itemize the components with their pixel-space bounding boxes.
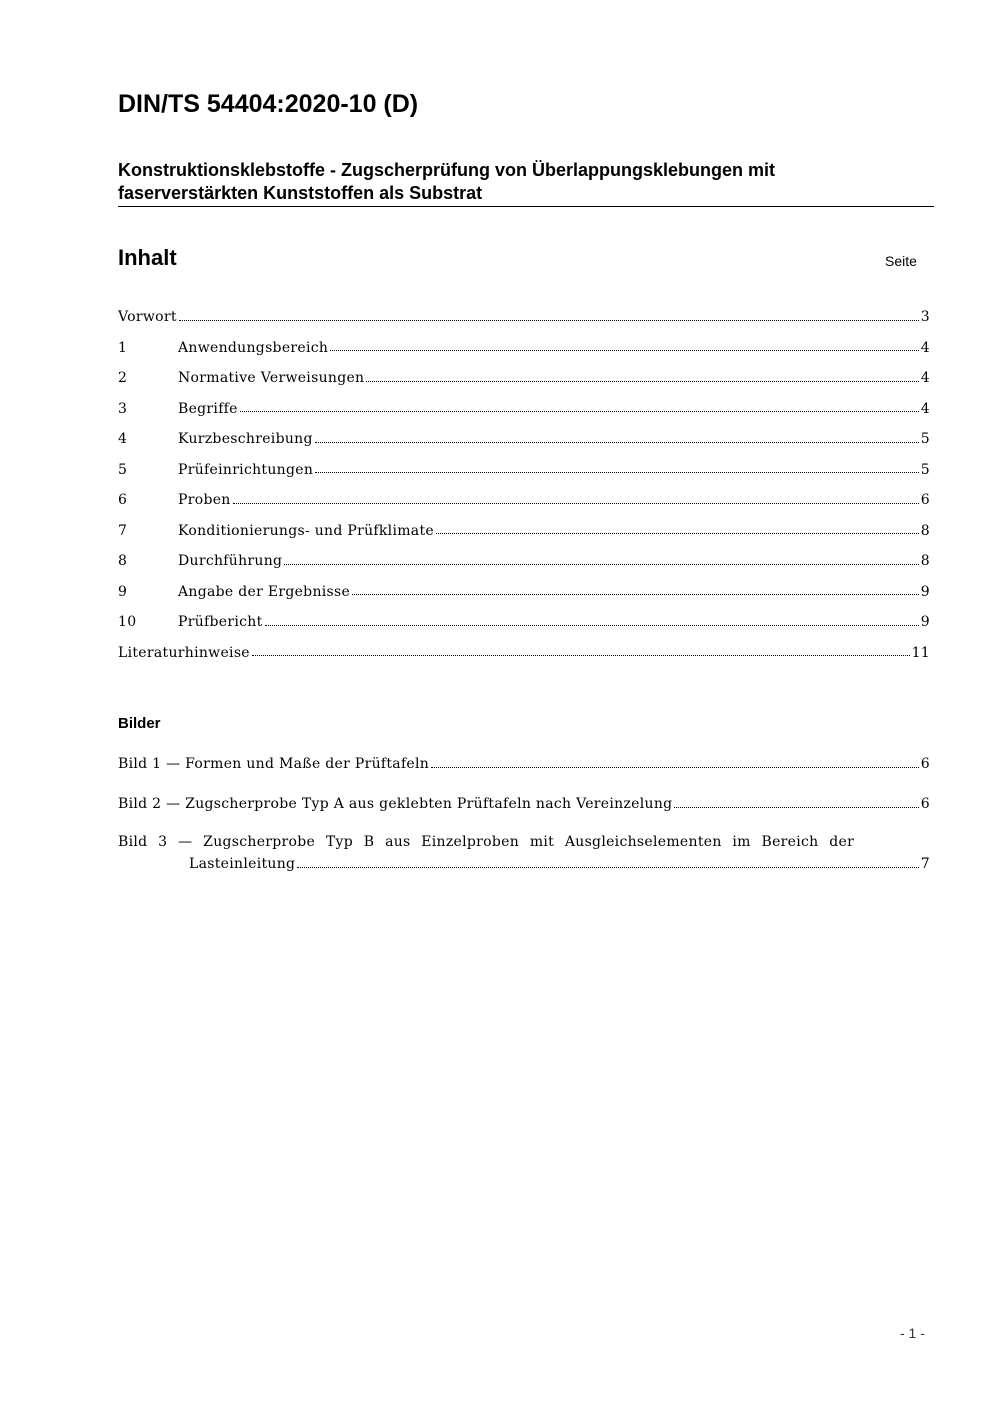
toc-entry-page: 5: [920, 461, 930, 478]
dot-leader: [315, 472, 919, 473]
dot-leader: [233, 503, 919, 504]
toc-entry-number: 3: [118, 400, 128, 417]
toc-entry-5[interactable]: [118, 455, 930, 486]
toc-entry-page: 8: [920, 522, 930, 539]
toc-heading: Inhalt: [118, 245, 177, 270]
page-column-label: Seite: [885, 253, 917, 269]
dot-leader: [330, 350, 919, 351]
toc-entry-7[interactable]: [118, 516, 930, 547]
toc-entry-number: 6: [118, 492, 128, 509]
figure-entry-3[interactable]: [118, 834, 930, 874]
dot-leader: [252, 655, 910, 656]
toc-entry-10[interactable]: [118, 607, 930, 638]
toc-entry-title: Konditionierungs- und Prüfklimate: [178, 522, 434, 539]
toc-entry-page: 11: [911, 644, 930, 661]
toc-entry-page: 9: [920, 583, 930, 600]
toc-entry-page: 9: [920, 614, 930, 631]
toc-entry-title: Angabe der Ergebnisse: [178, 583, 351, 600]
figure-entry-2[interactable]: [118, 794, 930, 814]
figure-entry-page: 7: [920, 856, 930, 872]
dot-leader: [431, 767, 919, 768]
toc-list: [118, 302, 930, 668]
figures-list: [118, 754, 930, 874]
dot-leader: [352, 594, 919, 595]
figures-heading: Bilder: [118, 715, 161, 732]
figure-entry-1[interactable]: [118, 754, 930, 774]
dot-leader: [297, 867, 918, 868]
toc-entry-page: 5: [920, 431, 930, 448]
title-divider: [118, 206, 934, 207]
toc-entry-title: Prüfbericht: [178, 614, 263, 631]
figure-entry-title-line1: Bild 3 — Zugscherprobe Typ B aus Einzelproben mit Ausgleichselementen im Bereich der: [118, 834, 855, 850]
toc-entry-title: Begriffe: [178, 400, 238, 417]
toc-entry-title: Durchführung: [178, 553, 283, 570]
dot-leader: [436, 533, 919, 534]
toc-entry-number: 5: [118, 461, 128, 478]
toc-entry-6[interactable]: [118, 485, 930, 516]
toc-entry-9[interactable]: [118, 577, 930, 608]
toc-entry-page: 4: [920, 400, 930, 417]
toc-entry-page: 3: [920, 309, 930, 326]
toc-entry-title: Vorwort: [118, 309, 177, 326]
toc-entry-page: 4: [920, 370, 930, 387]
toc-entry-2[interactable]: [118, 363, 930, 394]
toc-entry-number: 10: [118, 614, 137, 631]
toc-entry-title: Proben: [178, 492, 231, 509]
toc-entry-title: Literaturhinweise: [118, 644, 250, 661]
toc-entry-number: 7: [118, 522, 128, 539]
page-number: - 1 -: [900, 1325, 925, 1341]
dot-leader: [315, 442, 919, 443]
toc-entry-number: 4: [118, 431, 128, 448]
toc-entry-page: 8: [920, 553, 930, 570]
toc-entry-literaturhinweise[interactable]: [118, 638, 930, 669]
figure-entry-page: 6: [920, 796, 930, 812]
toc-entry-number: 2: [118, 370, 128, 387]
toc-entry-title: Normative Verweisungen: [178, 370, 365, 387]
figure-entry-title: Bild 1 — Formen und Maße der Prüftafeln: [118, 756, 430, 772]
toc-entry-4[interactable]: [118, 424, 930, 455]
toc-entry-vorwort[interactable]: [118, 302, 930, 333]
dot-leader: [366, 381, 918, 382]
figure-entry-title: Bild 2 — Zugscherprobe Typ A aus geklebten Prüftafeln nach Vereinzelung: [118, 796, 673, 812]
toc-entry-number: 1: [118, 339, 128, 356]
toc-entry-number: 8: [118, 553, 128, 570]
toc-entry-title: Kurzbeschreibung: [178, 431, 313, 448]
toc-entry-page: 6: [920, 492, 930, 509]
dot-leader: [240, 411, 919, 412]
toc-entry-3[interactable]: [118, 394, 930, 425]
dot-leader: [179, 320, 919, 321]
document-id: DIN/TS 54404:2020-10 (D): [118, 90, 419, 118]
dot-leader: [674, 807, 918, 808]
toc-entry-title: Anwendungsbereich: [178, 339, 329, 356]
dot-leader: [265, 625, 919, 626]
toc-entry-number: 9: [118, 583, 128, 600]
document-title: Konstruktionsklebstoffe - Zugscherprüfung von Überlappungsklebungen mit faserverstärkten Kunststoffen als Substrat: [118, 160, 776, 203]
figure-entry-page: 6: [920, 756, 930, 772]
figure-entry-title-line2: Lasteinleitung: [189, 856, 296, 872]
toc-entry-title: Prüfeinrichtungen: [178, 461, 314, 478]
dot-leader: [284, 564, 918, 565]
toc-entry-page: 4: [920, 339, 930, 356]
toc-entry-8[interactable]: [118, 546, 930, 577]
toc-entry-1[interactable]: [118, 333, 930, 364]
figure-entry-line2: [118, 854, 930, 874]
